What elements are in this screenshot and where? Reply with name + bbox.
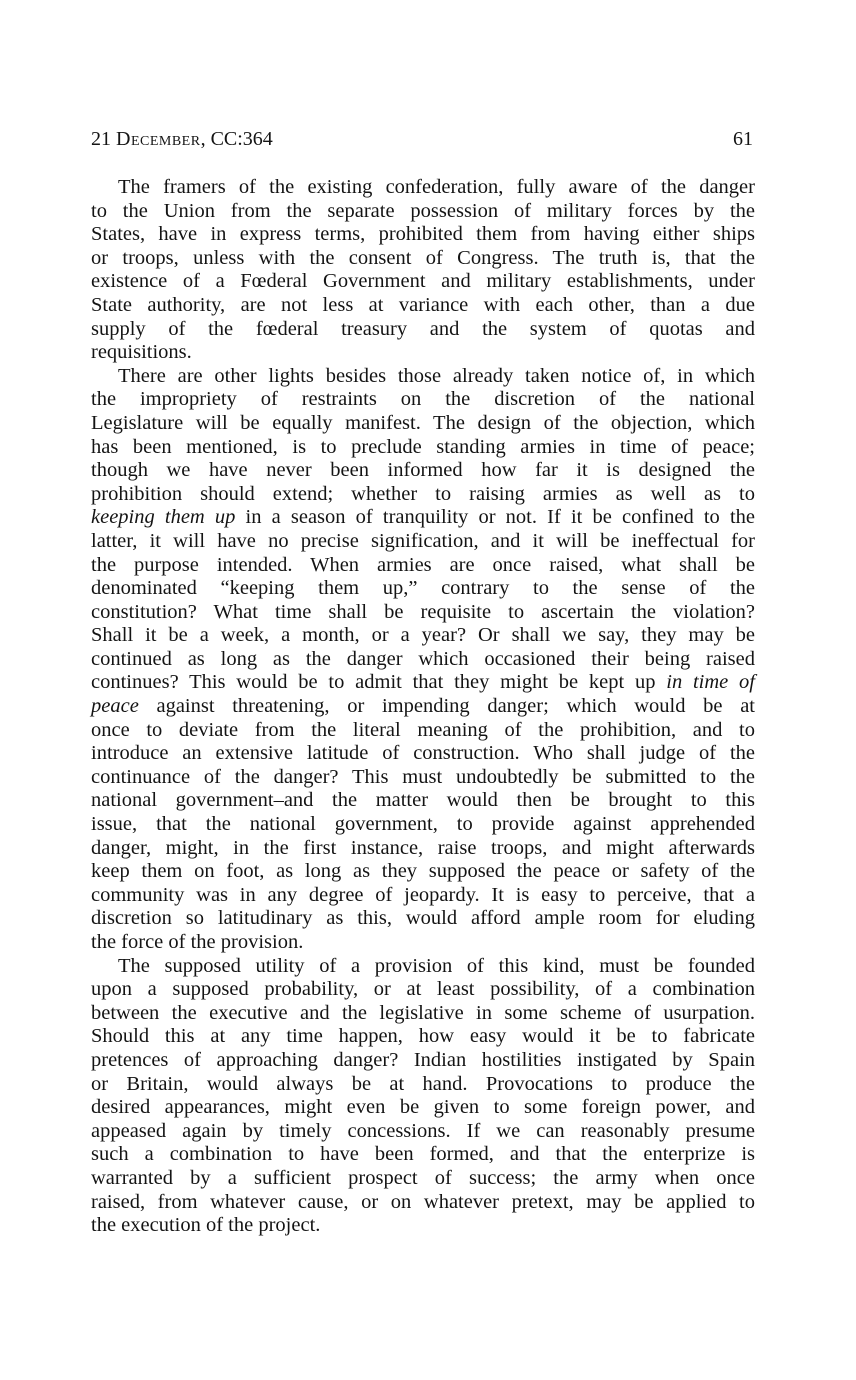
page-number: 61 bbox=[733, 128, 753, 150]
text-line: the execution of the project. bbox=[91, 1214, 321, 1237]
text-line: supply of the fœderal treasury and the system of quotas and bbox=[91, 317, 755, 340]
header-date-reference bbox=[91, 126, 273, 152]
paragraph-1 bbox=[91, 176, 755, 365]
text-line: national government–and the matter would then be brought to this bbox=[91, 789, 755, 812]
text-line: discretion so latitudinary as this, would afford ample room for eluding bbox=[91, 907, 755, 930]
text-line: The framers of the existing confederation, fully aware of the danger bbox=[118, 176, 755, 198]
text-line: desired appearances, might even be given to some foreign power, and bbox=[91, 1096, 755, 1119]
text-line: though we have never been informed how far it is designed the bbox=[91, 459, 755, 482]
text-line: the force of the provision. bbox=[91, 931, 304, 953]
text-line: raised, from whatever cause, or on whatever pretext, may be applied to bbox=[91, 1190, 755, 1213]
header-date-month: December bbox=[116, 128, 201, 150]
body-text bbox=[91, 176, 755, 1238]
text-line-with-italic bbox=[91, 695, 755, 719]
text-segment: continues? This would be to admit that they might be kept up bbox=[91, 671, 667, 694]
italic-phrase: peace bbox=[91, 695, 139, 718]
text-line: There are other lights besides those already taken notice of, in which bbox=[118, 364, 755, 387]
running-head bbox=[91, 126, 755, 152]
paragraph-2 bbox=[91, 365, 755, 955]
text-line: prohibition should extend; whether to raising armies as well as to bbox=[91, 482, 755, 505]
text-line: the impropriety of restraints on the discretion of the national bbox=[91, 388, 755, 411]
text-line: issue, that the national government, to provide against apprehended bbox=[91, 813, 755, 836]
text-line: States, have in express terms, prohibited them from having either ships bbox=[91, 223, 755, 246]
text-line: The supposed utility of a provision of this kind, must be founded bbox=[118, 954, 755, 977]
text-line: denominated “keeping them up,” contrary to the sense of the bbox=[91, 577, 755, 600]
text-line: Shall it be a week, a month, or a year? Or shall we say, they may be bbox=[91, 624, 755, 647]
text-line: or Britain, would always be at hand. Provocations to produce the bbox=[91, 1072, 755, 1095]
text-line: appeased again by timely concessions. If we can reasonably presume bbox=[91, 1119, 755, 1142]
text-line: introduce an extensive latitude of construction. Who shall judge of the bbox=[91, 742, 755, 765]
paragraph-3 bbox=[91, 955, 755, 1238]
text-line: once to deviate from the literal meaning of the prohibition, and to bbox=[91, 718, 755, 741]
text-line: latter, it will have no precise signification, and it will be ineffectual for bbox=[91, 529, 755, 552]
text-line: requisitions. bbox=[91, 341, 192, 364]
text-line: such a combination to have been formed, and that the enterprize is bbox=[91, 1143, 755, 1166]
text-line: to the Union from the separate possession of military forces by the bbox=[91, 199, 755, 222]
text-segment: against threatening, or impending danger; which would be at bbox=[138, 695, 755, 718]
document-page bbox=[91, 126, 755, 1238]
text-line: Legislature will be equally manifest. The design of the objection, which bbox=[91, 411, 755, 434]
text-line: Should this at any time happen, how easy would it be to fabricate bbox=[91, 1025, 755, 1048]
text-line: pretences of approaching danger? Indian hostilities instigated by Spain bbox=[91, 1048, 755, 1071]
text-line: continued as long as the danger which occasioned their being raised bbox=[91, 647, 755, 670]
text-line: danger, might, in the first instance, raise troops, and might afterwards bbox=[91, 836, 755, 859]
text-line: warranted by a sufficient prospect of success; the army when once bbox=[91, 1166, 755, 1189]
italic-phrase: keeping them up bbox=[91, 506, 236, 529]
text-line: community was in any degree of jeopardy. It is easy to perceive, that a bbox=[91, 883, 755, 906]
text-line: existence of a Fœderal Government and military establishments, under bbox=[91, 270, 755, 293]
italic-phrase: in time of bbox=[666, 671, 755, 694]
text-line: State authority, are not less at variance with each other, than a due bbox=[91, 293, 755, 316]
text-line: or troops, unless with the consent of Congress. The truth is, that the bbox=[91, 246, 755, 269]
text-line-with-italic bbox=[91, 671, 755, 695]
text-line: keep them on foot, as long as they supposed the peace or safety of the bbox=[91, 860, 755, 883]
header-date-number: 21 bbox=[91, 128, 111, 150]
text-segment: in a season of tranquility or not. If it be confined to the bbox=[235, 506, 755, 529]
text-line: has been mentioned, is to preclude standing armies in time of peace; bbox=[91, 435, 755, 458]
text-line: continuance of the danger? This must undoubtedly be submitted to the bbox=[91, 765, 755, 788]
text-line-with-italic bbox=[91, 506, 755, 530]
text-line: constitution? What time shall be requisite to ascertain the violation? bbox=[91, 600, 755, 623]
text-line: upon a supposed probability, or at least possibility, of a combination bbox=[91, 978, 755, 1001]
text-line: the purpose intended. When armies are once raised, what shall be bbox=[91, 553, 755, 576]
header-doc-ref: , CC:364 bbox=[200, 128, 273, 150]
text-line: between the executive and the legislative in some scheme of usurpation. bbox=[91, 1001, 755, 1024]
